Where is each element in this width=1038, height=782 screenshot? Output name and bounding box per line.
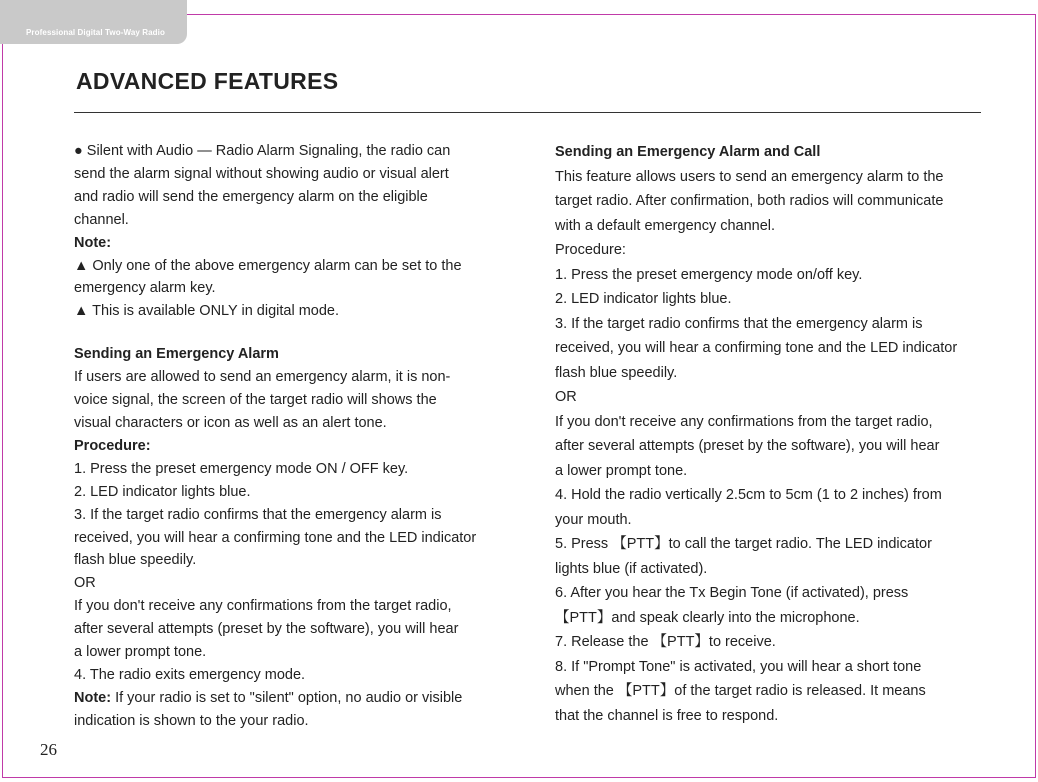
text-line: 4. Hold the radio vertically 2.5cm to 5cm (1 to 2 inches) from — [555, 487, 942, 503]
text-line: 4. The radio exits emergency mode. — [74, 666, 306, 683]
text-line: flash blue speedily. — [555, 364, 678, 381]
text-line: with a default emergency channel. — [555, 217, 776, 234]
section-heading: Sending an Emergency Alarm and Call — [555, 144, 821, 160]
left-column — [74, 140, 514, 733]
text-line: 5. Press 【PTT】to call the target radio. The LED indicator — [555, 536, 932, 552]
text-line: send the alarm signal without showing audio or visual alert — [74, 165, 449, 182]
final-note-text: If your radio is set to "silent" option, no audio or visible — [111, 689, 463, 706]
title-divider — [74, 112, 981, 113]
text-line: ● Silent with Audio — Radio Alarm Signaling, the radio can — [74, 143, 451, 159]
text-line: when the 【PTT】of the target radio is released. It means — [555, 683, 926, 699]
text-line: your mouth. — [555, 511, 632, 528]
text-line: a lower prompt tone. — [555, 462, 688, 479]
text-line: received, you will hear a confirming tone and the LED indicator — [74, 529, 477, 546]
text-line: If users are allowed to send an emergency alarm, it is non- — [74, 369, 451, 386]
text-line: a lower prompt tone. — [74, 644, 207, 661]
text-line: lights blue (if activated). — [555, 560, 708, 577]
text-line: This feature allows users to send an emergency alarm to the — [555, 168, 944, 185]
text-line: received, you will hear a confirming tone and the LED indicator — [555, 340, 958, 356]
text-line: voice signal, the screen of the target radio will shows the — [74, 392, 437, 409]
text-line: and radio will send the emergency alarm on the eligible — [74, 188, 428, 205]
final-note-label: Note: — [74, 689, 112, 706]
header-tab — [0, 0, 187, 44]
text-line: OR — [555, 389, 577, 405]
text-line: 3. If the target radio confirms that the emergency alarm is — [555, 315, 923, 332]
header-tab-text: Professional Digital Two-Way Radio — [26, 28, 165, 37]
text-line: OR — [74, 575, 96, 592]
text-line: indication is shown to the your radio. — [74, 712, 309, 729]
text-line: 8. If "Prompt Tone" is activated, you will hear a short tone — [555, 658, 922, 675]
text-line: 1. Press the preset emergency mode on/off key. — [555, 266, 863, 283]
text-line: after several attempts (preset by the software), you will hear — [74, 621, 459, 638]
right-column — [555, 140, 995, 728]
text-line: 【PTT】and speak clearly into the microphone. — [555, 609, 860, 626]
text-line: after several attempts (preset by the software), you will hear — [555, 438, 940, 454]
note-label: Note: — [74, 234, 112, 251]
text-line: 2. LED indicator lights blue. — [74, 483, 251, 500]
text-line: 6. After you hear the Tx Begin Tone (if activated), press — [555, 585, 909, 601]
section-heading: Sending an Emergency Alarm — [74, 346, 279, 363]
procedure-label: Procedure: — [74, 437, 151, 454]
text-line: 7. Release the 【PTT】to receive. — [555, 634, 776, 650]
text-line: Procedure: — [555, 242, 626, 258]
page-number: 26 — [40, 740, 57, 759]
text-line: If you don't receive any confirmations from the target radio, — [555, 413, 933, 430]
text-line: 1. Press the preset emergency mode ON / OFF key. — [74, 460, 409, 477]
text-line: 3. If the target radio confirms that the emergency alarm is — [74, 506, 442, 523]
text-line: channel. — [74, 211, 129, 228]
final-note — [74, 687, 514, 710]
text-line: emergency alarm key. — [74, 280, 216, 297]
text-line: 2. LED indicator lights blue. — [555, 291, 732, 307]
text-line: flash blue speedily. — [74, 552, 197, 569]
text-line: ▲ Only one of the above emergency alarm can be set to the — [74, 257, 462, 274]
text-line: visual characters or icon as well as an alert tone. — [74, 414, 387, 431]
text-line: If you don't receive any confirmations from the target radio, — [74, 598, 452, 615]
page-title: ADVANCED FEATURES — [76, 68, 339, 94]
text-line: that the channel is free to respond. — [555, 707, 779, 724]
text-line: target radio. After confirmation, both radios will communicate — [555, 193, 944, 209]
text-line: ▲ This is available ONLY in digital mode. — [74, 303, 340, 320]
spacer — [74, 323, 514, 343]
